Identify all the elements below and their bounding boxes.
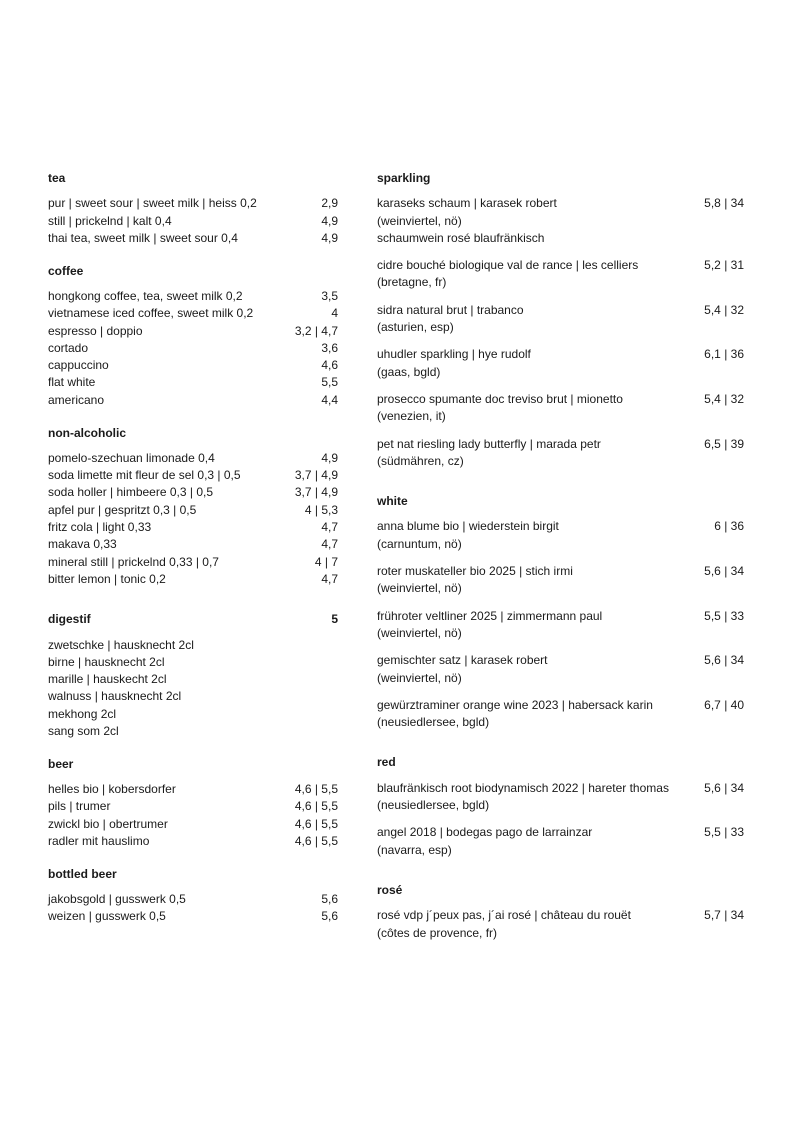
wine-section [377, 493, 744, 731]
item-name: americano [48, 392, 105, 407]
item-price: 4,7 [321, 537, 338, 552]
wine-name: blaufränkisch root biodynamisch 2022 | hareter thomas [377, 780, 669, 795]
menu-item [48, 571, 338, 588]
section-title: coffee [48, 263, 84, 278]
section-title: bottled beer [48, 866, 117, 881]
menu-item [48, 723, 338, 740]
wine-origin: (venezien, it) [377, 409, 446, 424]
menu-item [48, 450, 338, 467]
wine-name: anna blume bio | wiederstein birgit [377, 519, 559, 534]
wine-section [377, 754, 744, 858]
menu-item [48, 781, 338, 798]
wine-name: frühroter veltliner 2025 | zimmermann paul [377, 608, 603, 623]
menu-item [48, 536, 338, 553]
wine-price: 5,2 | 31 [704, 258, 744, 273]
menu-item [48, 288, 338, 305]
item-price: 4,6 | 5,5 [294, 834, 338, 848]
item-price: 4,7 [321, 571, 338, 586]
section-title: tea [48, 171, 66, 185]
wine-origin: (weinviertel, nö) [377, 213, 462, 228]
wine-origin: schaumwein rosé blaufränkisch [377, 230, 545, 245]
menu-item [48, 340, 338, 357]
wine-item [377, 302, 744, 337]
wine-line [377, 652, 744, 669]
menu-item [48, 502, 338, 519]
section-title: sparkling [377, 171, 431, 185]
wine-item [377, 652, 744, 687]
wine-line [377, 563, 744, 580]
wine-origin: (weinviertel, nö) [377, 670, 462, 685]
menu-section [48, 611, 338, 740]
item-name: fritz cola | light 0,33 [48, 520, 152, 535]
item-name: marille | hauskecht 2cl [48, 672, 167, 687]
item-price: 4,6 | 5,5 [294, 799, 338, 814]
menu-section [48, 170, 338, 247]
wine-name: sidra natural brut | trabanco [377, 302, 524, 317]
item-name: flat white [48, 375, 96, 390]
wine-origin: (bretagne, fr) [377, 275, 447, 290]
wine-name: pet nat riesling lady butterfly | marada petr [377, 436, 601, 451]
item-name: birne | hausknecht 2cl [48, 654, 165, 669]
item-name: espresso | doppio [48, 323, 143, 338]
wine-line [377, 391, 744, 408]
wine-line [377, 824, 744, 841]
wine-item [377, 391, 744, 426]
wine-price: 5,6 | 34 [704, 564, 744, 579]
menu-item [48, 230, 338, 247]
item-name: jakobsgold | gusswerk 0,5 [48, 892, 186, 907]
wine-price: 5,5 | 33 [704, 825, 744, 840]
wine-name: prosecco spumante doc treviso brut | mionetto [377, 391, 623, 406]
wine-section [377, 882, 744, 942]
item-name: cappuccino [48, 358, 109, 373]
wine-line [377, 346, 744, 363]
section-title: rosé [377, 882, 403, 897]
menu-item [48, 213, 338, 230]
wine-line [377, 195, 744, 212]
menu-item [48, 706, 338, 723]
item-name: makava 0,33 [48, 537, 117, 552]
wine-origin: (asturien, esp) [377, 320, 454, 335]
item-price: 3,6 [321, 340, 338, 355]
wine-origin: (südmähren, cz) [377, 453, 464, 468]
menu-item [48, 305, 338, 322]
wine-item [377, 907, 744, 942]
item-name: thai tea, sweet milk | sweet sour 0,4 [48, 230, 238, 245]
wine-line [377, 697, 744, 714]
item-price: 4,4 [321, 392, 338, 407]
section-header [48, 611, 338, 628]
menu-item [48, 374, 338, 391]
section-price: 5 [331, 612, 338, 627]
wine-name: gewürztraminer orange wine 2023 | habersack karin [377, 697, 653, 712]
menu-item [48, 484, 338, 501]
menu-item [48, 357, 338, 374]
wine-price: 5,4 | 32 [704, 391, 744, 406]
menu-item [48, 816, 338, 833]
wine-item [377, 697, 744, 732]
item-price: 4 | 7 [314, 554, 338, 569]
menu-item [48, 891, 338, 908]
wine-name: uhudler sparkling | hye rudolf [377, 347, 531, 362]
item-name: pomelo-szechuan limonade 0,4 [48, 450, 215, 465]
menu-item [48, 519, 338, 536]
item-name: pils | trumer [48, 799, 111, 814]
item-name: vietnamese iced coffee, sweet milk 0,2 [48, 306, 254, 321]
section-header [48, 756, 338, 773]
item-price: 4,6 [321, 358, 338, 373]
menu-item [48, 671, 338, 688]
menu-section [48, 866, 338, 926]
item-name: zwetschke | hausknecht 2cl [48, 637, 194, 652]
wine-price: 6,5 | 39 [704, 436, 744, 451]
item-price: 4,9 [321, 213, 338, 228]
section-title: non-alcoholic [48, 425, 126, 440]
wine-name: gemischter satz | karasek robert [377, 653, 548, 668]
menu-item [48, 195, 338, 212]
wine-origin: (gaas, bgld) [377, 364, 441, 379]
section-header [377, 493, 744, 510]
item-name: walnuss | hausknecht 2cl [48, 689, 182, 704]
wine-price: 5,7 | 34 [704, 908, 744, 923]
wine-price: 6,1 | 36 [704, 347, 744, 362]
menu-item [48, 654, 338, 671]
item-price: 3,7 | 4,9 [294, 468, 338, 483]
item-price: 4,6 | 5,5 [294, 782, 338, 797]
item-name: weizen | gusswerk 0,5 [48, 909, 166, 924]
menu-item [48, 688, 338, 705]
item-name: still | prickelnd | kalt 0,4 [48, 213, 172, 228]
item-price: 3,7 | 4,9 [294, 485, 338, 500]
wine-item [377, 346, 744, 381]
item-price: 3,5 [321, 288, 338, 303]
wine-line [377, 907, 744, 924]
wine-price: 5,5 | 33 [704, 608, 744, 623]
item-name: soda limette mit fleur de sel 0,3 | 0,5 [48, 468, 241, 483]
item-price: 4,6 | 5,5 [294, 816, 338, 831]
section-title: digestif [48, 612, 91, 627]
section-title: red [377, 755, 396, 770]
wine-price: 5,8 | 34 [704, 196, 744, 211]
item-name: zwickl bio | obertrumer [48, 816, 168, 831]
wine-price: 5,4 | 32 [704, 302, 744, 317]
item-price: 2,9 [321, 196, 338, 211]
wine-origin: (neusiedlersee, bgld) [377, 715, 490, 730]
section-header [377, 882, 744, 899]
wine-line [377, 608, 744, 625]
wine-name: karaseks schaum | karasek robert [377, 196, 557, 211]
wine-origin: (navarra, esp) [377, 842, 452, 857]
item-name: radler mit hauslimo [48, 834, 150, 848]
menu-section [48, 263, 338, 409]
section-header [377, 170, 744, 187]
menu-item [48, 467, 338, 484]
item-name: bitter lemon | tonic 0,2 [48, 571, 166, 586]
wine-line [377, 257, 744, 274]
item-price: 4,9 [321, 230, 338, 245]
wine-price: 5,6 | 34 [704, 653, 744, 668]
item-price: 4,9 [321, 450, 338, 465]
menu-item [48, 798, 338, 815]
menu-item [48, 554, 338, 571]
item-name: apfel pur | gespritzt 0,3 | 0,5 [48, 502, 197, 517]
wine-origin: (weinviertel, nö) [377, 581, 462, 596]
item-price: 5,6 [321, 892, 338, 907]
section-header [48, 263, 338, 280]
menu-item [48, 323, 338, 340]
wine-item [377, 436, 744, 471]
menu-section [48, 425, 338, 589]
item-price: 4 [331, 306, 338, 321]
item-name: pur | sweet sour | sweet milk | heiss 0,2 [48, 196, 257, 211]
wine-name: roter muskateller bio 2025 | stich irmi [377, 564, 573, 579]
wine-item [377, 518, 744, 553]
section-header [48, 170, 338, 187]
menu-item [48, 392, 338, 409]
wine-item [377, 824, 744, 859]
item-price: 4 | 5,3 [304, 502, 338, 517]
wine-price: 5,6 | 34 [704, 780, 744, 795]
item-name: cortado [48, 340, 89, 355]
menu-right-column [377, 170, 744, 957]
menu-item [48, 637, 338, 654]
menu-section [48, 756, 338, 850]
wine-line [377, 518, 744, 535]
wine-item [377, 608, 744, 643]
section-header [377, 754, 744, 771]
section-header [48, 425, 338, 442]
wine-section [377, 170, 744, 470]
menu-item [48, 908, 338, 925]
item-name: mekhong 2cl [48, 706, 117, 721]
wine-origin: (neusiedlersee, bgld) [377, 798, 490, 813]
wine-item [377, 195, 744, 247]
item-price: 5,5 [321, 375, 338, 390]
wine-line [377, 436, 744, 453]
wine-item [377, 780, 744, 815]
wine-name: angel 2018 | bodegas pago de larrainzar [377, 825, 593, 840]
section-title: white [377, 494, 408, 509]
wine-origin: (weinviertel, nö) [377, 625, 462, 640]
item-name: hongkong coffee, tea, sweet milk 0,2 [48, 288, 243, 303]
item-price: 5,6 [321, 909, 338, 924]
wine-item [377, 563, 744, 598]
section-title: beer [48, 756, 74, 771]
wine-name: rosé vdp j´peux pas, j´ai rosé | château du rouët [377, 908, 631, 923]
wine-name: cidre bouché biologique val de rance | les celliers [377, 258, 639, 273]
wine-line [377, 302, 744, 319]
item-price: 3,2 | 4,7 [294, 323, 338, 338]
wine-origin: (côtes de provence, fr) [377, 925, 498, 940]
wine-line [377, 780, 744, 797]
wine-price: 6 | 36 [714, 519, 744, 534]
wine-origin: (carnuntum, nö) [377, 536, 462, 551]
wine-price: 6,7 | 40 [704, 697, 744, 712]
item-name: mineral still | prickelnd 0,33 | 0,7 [48, 554, 219, 569]
item-name: helles bio | kobersdorfer [48, 782, 176, 797]
menu-item [48, 833, 338, 850]
item-name: sang som 2cl [48, 724, 119, 739]
item-price: 4,7 [321, 520, 338, 535]
item-name: soda holler | himbeere 0,3 | 0,5 [48, 485, 213, 500]
section-header [48, 866, 338, 883]
menu-left-column [48, 170, 338, 941]
wine-item [377, 257, 744, 292]
